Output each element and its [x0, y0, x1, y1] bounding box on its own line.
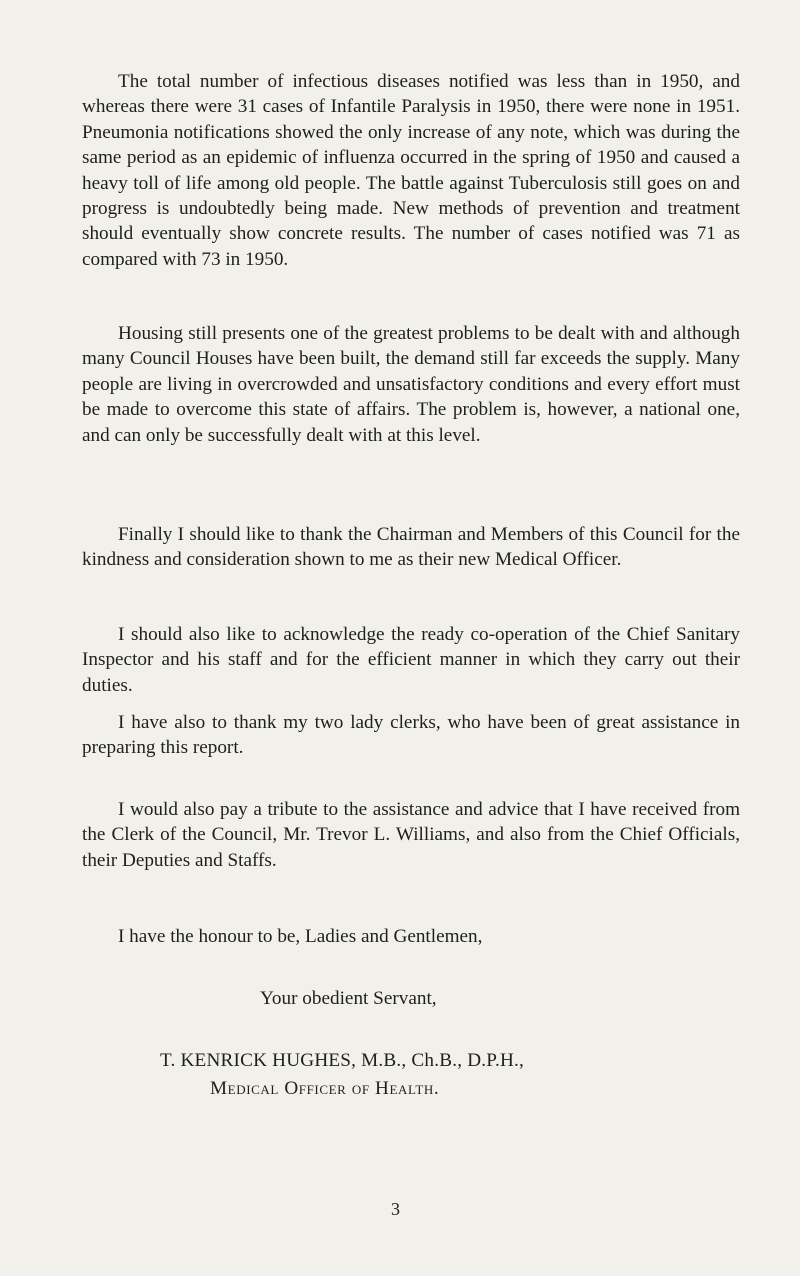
paragraph-lady-clerks: I have also to thank my two lady clerks, who have been of great assistance in preparing this report.	[82, 712, 740, 759]
paragraph-tribute: I would also pay a tribute to the assistance and advice that I have received from the Clerk of the Council, Mr. Trevor L. Williams, and also from the Chief Officials, their Deputies and Staffs.	[82, 799, 740, 871]
paragraph-housing: Housing still presents one of the greatest problems to be dealt with and although many Council Houses have been built, the demand still far exceeds the supply. Many people are living in overcrowded and unsatisfactory conditions and every effort must be made to overcome this state of affairs. The problem is, however, a national one, and can only be successfully dealt with at this level.	[82, 323, 740, 446]
signatory-name: T. KENRICK HUGHES, M.B., Ch.B., D.P.H.,	[160, 1050, 525, 1071]
paragraph-sanitary-inspector: I should also like to acknowledge the ready co-operation of the Chief Sanitary Inspector and his staff and for the efficient manner in which they carry out their duties.	[82, 624, 740, 696]
paragraph-thanks-council: Finally I should like to thank the Chairman and Members of this Council for the kindness and consideration shown to me as their new Medical Officer.	[82, 524, 740, 571]
paragraph-infectious-diseases: The total number of infectious diseases notified was less than in 1950, and whereas there were 31 cases of Infantile Paralysis in 1950, there were none in 1951. Pneumonia notifications showed the only increase of any note, which was during the same period as an epidemic of influenza occurred in the spring of 1950 and caused a heavy toll of life among old people. The battle against Tuberculosis still goes on and progress is undoubtedly being made. New methods of prevention and treatment should eventually show concrete results. The number of cases notified was 71 as compared with 73 in 1950.	[82, 71, 740, 270]
closing-salutation: I have the honour to be, Ladies and Gentlemen,	[118, 926, 483, 947]
closing-servant: Your obedient Servant,	[260, 988, 437, 1009]
signatory-title: Medical Officer of Health.	[210, 1078, 440, 1099]
page-number: 3	[391, 1199, 400, 1219]
